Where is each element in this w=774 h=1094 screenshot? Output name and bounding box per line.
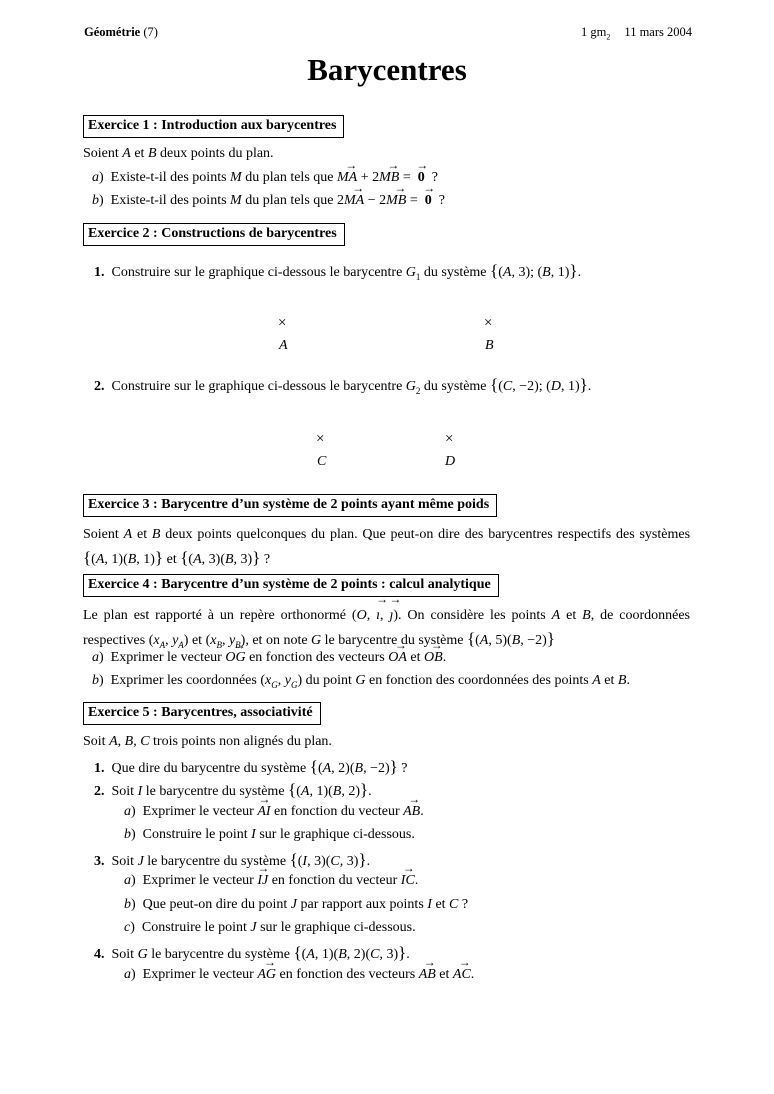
point-a-label: A: [279, 338, 288, 353]
ex5-question-3c: c) Construire le point J sur le graphique ci-dessous.: [124, 920, 416, 935]
exercise-1-title: Exercice 1 : Introduction aux barycentres: [83, 115, 344, 138]
ex4-question-a: a) Exprimer le vecteur → OG en fonction des vecteurs → OA et → OB.: [92, 650, 446, 666]
point-d-cross: ×: [445, 431, 454, 447]
ex2-question-2: 2. Construire sur le graphique ci-dessous le barycentre $G_2$ du système {(C, −2); (D, 1)}.: [94, 375, 592, 396]
ex5-question-3b: b) Que peut-on dire du point J par rapport aux points I et C ?: [124, 897, 469, 912]
point-c-cross: ×: [316, 431, 325, 447]
point-d-label: D: [445, 454, 456, 469]
page-title: Barycentres: [307, 52, 467, 87]
ex5-question-1: 1. Que dire du barycentre du système {(A, 2)(B, −2)} ?: [94, 757, 408, 776]
ex5-question-2: 2. Soit I le barycentre du système {(A, 1)(B, 2)}.: [94, 780, 372, 799]
ex5-question-3a: a) Exprimer le vecteur → IJ en fonction du vecteur → IC.: [124, 873, 418, 889]
ex1-intro: Soient A et B deux points du plan.: [83, 146, 274, 161]
ex3-text: Soient A et B deux points quelconques du plan. Que peut-on dire des barycentres respectifs des systèmes {(A, 1)(B, 1)} et {(A, 3)(B, 3)} ?: [83, 527, 691, 567]
ex4-question-b: b) Exprimer les coordonnées ($x_G$, $y_G$) du point G en fonction des coordonnées des points A et B.: [92, 673, 630, 690]
ex1-question-b: b) Existe-t-il des points M du plan tels que 2→ MA − 2→ MB = → 0 ?: [92, 193, 445, 209]
ex5-question-3: 3. Soit J le barycentre du système {(I, 3)(C, 3)}.: [94, 850, 371, 869]
exercise-5-title: Exercice 5 : Barycentres, associativité: [83, 702, 321, 725]
ex5-question-2b: b) Construire le point I sur le graphique ci-dessous.: [124, 827, 415, 842]
point-b-label: B: [485, 338, 494, 353]
ex5-question-2a: a) Exprimer le vecteur → AI en fonction du vecteur → AB.: [124, 804, 424, 820]
ex5-intro: Soit A, B, C trois points non alignés du plan.: [83, 734, 332, 749]
exercise-4-title: Exercice 4 : Barycentre d’un système de 2 points : calcul analytique: [83, 574, 499, 597]
exercise-2-title: Exercice 2 : Constructions de barycentres: [83, 223, 345, 246]
header-subject: Géométrie (7): [84, 25, 158, 39]
ex5-question-4a: a) Exprimer le vecteur → AG en fonction des vecteurs → AB et → AC.: [124, 967, 474, 983]
ex2-question-1: 1. Construire sur le graphique ci-dessous le barycentre $G_1$ du système {(A, 3); (B, 1)}.: [94, 261, 582, 282]
point-a-cross: ×: [278, 315, 287, 331]
point-c-label: C: [317, 454, 327, 469]
ex5-question-4: 4. Soit G le barycentre du système {(A, 1)(B, 2)(C, 3)}.: [94, 943, 410, 962]
exercise-3-title: Exercice 3 : Barycentre d’un système de 2 points ayant même poids: [83, 494, 497, 517]
header-meta: 1 $gm_2$ 11 mars 2004: [581, 25, 692, 42]
ex1-question-a: a) Existe-t-il des points M du plan tels que → MA + 2→ MB = → 0 ?: [92, 170, 438, 186]
point-b-cross: ×: [484, 315, 493, 331]
ex4-text: Le plan est rapporté à un repère orthonormé (O, → ı, → ȷ). On considère les points A et B, de coordonnées respectives ($x_A$, $y_A$) et ($x_B$, $y_B$), et on note G le barycentre du système {(A, 5)(B, −2)}: [83, 604, 690, 657]
